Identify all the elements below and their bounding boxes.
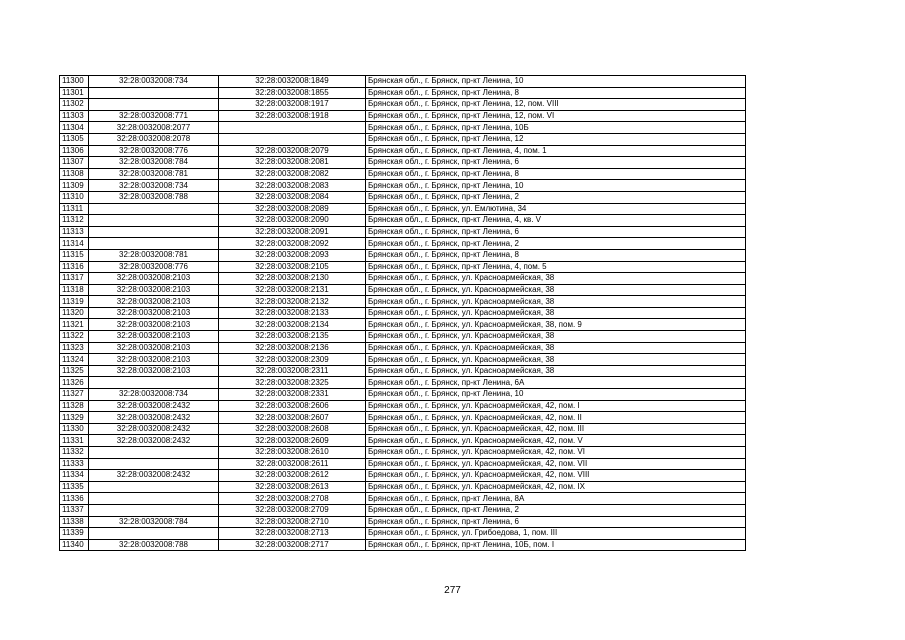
cadastral-number-cell: 32:28:0032008:2132 [219, 296, 366, 308]
row-number-cell: 11311 [60, 203, 89, 215]
address-cell: Брянская обл., г. Брянск, ул. Красноармейская, 42, пом. III [366, 423, 746, 435]
address-cell: Брянская обл., г. Брянск, пр-кт Ленина, 6 [366, 157, 746, 169]
row-number-cell: 11323 [60, 342, 89, 354]
parent-cadastral-number-cell: 32:28:0032008:2077 [89, 122, 219, 134]
address-cell: Брянская обл., г. Брянск, ул. Красноармейская, 38 [366, 273, 746, 285]
cadastral-number-cell: 32:28:0032008:2089 [219, 203, 366, 215]
table-row [60, 470, 746, 482]
table-row [60, 203, 746, 215]
table-row [60, 516, 746, 528]
table-row [60, 180, 746, 192]
cadastral-number-cell: 32:28:0032008:2134 [219, 319, 366, 331]
table-row [60, 528, 746, 540]
row-number-cell: 11332 [60, 447, 89, 459]
parent-cadastral-number-cell: 32:28:0032008:2103 [89, 284, 219, 296]
cadastral-number-cell: 32:28:0032008:2609 [219, 435, 366, 447]
cadastral-number-cell: 32:28:0032008:2084 [219, 191, 366, 203]
row-number-cell: 11331 [60, 435, 89, 447]
cadastral-number-cell: 32:28:0032008:2608 [219, 423, 366, 435]
parent-cadastral-number-cell: 32:28:0032008:788 [89, 191, 219, 203]
table-row [60, 87, 746, 99]
cadastral-number-cell: 32:28:0032008:2092 [219, 238, 366, 250]
address-cell: Брянская обл., г. Брянск, пр-кт Ленина, 8 [366, 87, 746, 99]
parent-cadastral-number-cell: 32:28:0032008:2432 [89, 423, 219, 435]
cadastral-number-cell: 32:28:0032008:2612 [219, 470, 366, 482]
row-number-cell: 11329 [60, 412, 89, 424]
address-cell: Брянская обл., г. Брянск, ул. Красноармейская, 42, пом. VIII [366, 470, 746, 482]
parent-cadastral-number-cell [89, 238, 219, 250]
parent-cadastral-number-cell [89, 99, 219, 111]
row-number-cell: 11316 [60, 261, 89, 273]
parent-cadastral-number-cell [89, 528, 219, 540]
cadastral-number-cell: 32:28:0032008:2105 [219, 261, 366, 273]
parent-cadastral-number-cell: 32:28:0032008:771 [89, 110, 219, 122]
cadastral-number-cell: 32:28:0032008:1918 [219, 110, 366, 122]
row-number-cell: 11336 [60, 493, 89, 505]
table-row [60, 481, 746, 493]
cadastral-number-cell: 32:28:0032008:2093 [219, 249, 366, 261]
table-row [60, 354, 746, 366]
row-number-cell: 11317 [60, 273, 89, 285]
row-number-cell: 11319 [60, 296, 89, 308]
address-cell: Брянская обл., г. Брянск, ул. Грибоедова, 1, пом. III [366, 528, 746, 540]
row-number-cell: 11335 [60, 481, 89, 493]
cadastral-number-cell: 32:28:0032008:2713 [219, 528, 366, 540]
row-number-cell: 11306 [60, 145, 89, 157]
table-row [60, 238, 746, 250]
table-row [60, 447, 746, 459]
table-row [60, 157, 746, 169]
cadastral-number-cell: 32:28:0032008:1849 [219, 76, 366, 88]
row-number-cell: 11309 [60, 180, 89, 192]
table-row [60, 122, 746, 134]
registry-table-body [60, 76, 746, 551]
row-number-cell: 11328 [60, 400, 89, 412]
table-row [60, 261, 746, 273]
address-cell: Брянская обл., г. Брянск, пр-кт Ленина, 2 [366, 191, 746, 203]
table-row [60, 319, 746, 331]
table-row [60, 99, 746, 111]
address-cell: Брянская обл., г. Брянск, ул. Красноармейская, 42, пом. VI [366, 447, 746, 459]
table-row [60, 284, 746, 296]
table-row [60, 133, 746, 145]
parent-cadastral-number-cell: 32:28:0032008:2103 [89, 307, 219, 319]
cadastral-number-cell [219, 122, 366, 134]
cadastral-number-cell: 32:28:0032008:2331 [219, 389, 366, 401]
address-cell: Брянская обл., г. Брянск, ул. Красноармейская, 42, пом. I [366, 400, 746, 412]
address-cell: Брянская обл., г. Брянск, пр-кт Ленина, 6А [366, 377, 746, 389]
parent-cadastral-number-cell: 32:28:0032008:734 [89, 76, 219, 88]
row-number-cell: 11315 [60, 249, 89, 261]
address-cell: Брянская обл., г. Брянск, пр-кт Ленина, 10 [366, 389, 746, 401]
row-number-cell: 11314 [60, 238, 89, 250]
cadastral-number-cell: 32:28:0032008:2611 [219, 458, 366, 470]
parent-cadastral-number-cell [89, 87, 219, 99]
address-cell: Брянская обл., г. Брянск, ул. Красноармейская, 38 [366, 296, 746, 308]
address-cell: Брянская обл., г. Брянск, ул. Красноармейская, 38 [366, 354, 746, 366]
cadastral-number-cell: 32:28:0032008:2709 [219, 504, 366, 516]
table-row [60, 539, 746, 551]
cadastral-number-cell: 32:28:0032008:2610 [219, 447, 366, 459]
parent-cadastral-number-cell: 32:28:0032008:2103 [89, 296, 219, 308]
cadastral-number-cell: 32:28:0032008:2606 [219, 400, 366, 412]
row-number-cell: 11310 [60, 191, 89, 203]
cadastral-number-cell: 32:28:0032008:2082 [219, 168, 366, 180]
address-cell: Брянская обл., г. Брянск, пр-кт Ленина, 4, кв. V [366, 215, 746, 227]
row-number-cell: 11338 [60, 516, 89, 528]
row-number-cell: 11320 [60, 307, 89, 319]
address-cell: Брянская обл., г. Брянск, ул. Красноармейская, 42, пом. IX [366, 481, 746, 493]
table-row [60, 273, 746, 285]
parent-cadastral-number-cell [89, 481, 219, 493]
parent-cadastral-number-cell: 32:28:0032008:776 [89, 145, 219, 157]
address-cell: Брянская обл., г. Брянск, пр-кт Ленина, 2 [366, 238, 746, 250]
cadastral-number-cell: 32:28:0032008:2710 [219, 516, 366, 528]
address-cell: Брянская обл., г. Брянск, ул. Красноармейская, 38 [366, 365, 746, 377]
parent-cadastral-number-cell: 32:28:0032008:2103 [89, 365, 219, 377]
table-row [60, 168, 746, 180]
cadastral-number-cell: 32:28:0032008:1917 [219, 99, 366, 111]
table-row [60, 215, 746, 227]
table-row [60, 342, 746, 354]
cadastral-number-cell: 32:28:0032008:2133 [219, 307, 366, 319]
parent-cadastral-number-cell: 32:28:0032008:788 [89, 539, 219, 551]
parent-cadastral-number-cell: 32:28:0032008:2103 [89, 331, 219, 343]
parent-cadastral-number-cell: 32:28:0032008:2432 [89, 435, 219, 447]
row-number-cell: 11307 [60, 157, 89, 169]
cadastral-number-cell: 32:28:0032008:2130 [219, 273, 366, 285]
address-cell: Брянская обл., г. Брянск, пр-кт Ленина, 2 [366, 504, 746, 516]
cadastral-number-cell: 32:28:0032008:2708 [219, 493, 366, 505]
parent-cadastral-number-cell [89, 226, 219, 238]
address-cell: Брянская обл., г. Брянск, ул. Красноармейская, 38 [366, 342, 746, 354]
cadastral-number-cell: 32:28:0032008:2083 [219, 180, 366, 192]
address-cell: Брянская обл., г. Брянск, ул. Емлютина, 34 [366, 203, 746, 215]
table-row [60, 423, 746, 435]
table-row [60, 365, 746, 377]
cadastral-number-cell: 32:28:0032008:2081 [219, 157, 366, 169]
parent-cadastral-number-cell [89, 493, 219, 505]
row-number-cell: 11337 [60, 504, 89, 516]
row-number-cell: 11325 [60, 365, 89, 377]
parent-cadastral-number-cell: 32:28:0032008:784 [89, 157, 219, 169]
address-cell: Брянская обл., г. Брянск, пр-кт Ленина, 10 [366, 180, 746, 192]
cadastral-number-cell: 32:28:0032008:2091 [219, 226, 366, 238]
cadastral-number-cell: 32:28:0032008:1855 [219, 87, 366, 99]
parent-cadastral-number-cell: 32:28:0032008:2103 [89, 273, 219, 285]
parent-cadastral-number-cell: 32:28:0032008:2078 [89, 133, 219, 145]
parent-cadastral-number-cell: 32:28:0032008:734 [89, 389, 219, 401]
cadastral-number-cell: 32:28:0032008:2136 [219, 342, 366, 354]
parent-cadastral-number-cell: 32:28:0032008:2103 [89, 342, 219, 354]
table-row [60, 412, 746, 424]
table-row [60, 400, 746, 412]
parent-cadastral-number-cell: 32:28:0032008:776 [89, 261, 219, 273]
row-number-cell: 11302 [60, 99, 89, 111]
address-cell: Брянская обл., г. Брянск, ул. Красноармейская, 38, пом. 9 [366, 319, 746, 331]
cadastral-number-cell: 32:28:0032008:2079 [219, 145, 366, 157]
parent-cadastral-number-cell: 32:28:0032008:2432 [89, 400, 219, 412]
address-cell: Брянская обл., г. Брянск, пр-кт Ленина, 12 [366, 133, 746, 145]
cadastral-number-cell: 32:28:0032008:2325 [219, 377, 366, 389]
address-cell: Брянская обл., г. Брянск, пр-кт Ленина, 4, пом. 1 [366, 145, 746, 157]
address-cell: Брянская обл., г. Брянск, ул. Красноармейская, 42, пом. VII [366, 458, 746, 470]
parent-cadastral-number-cell [89, 377, 219, 389]
address-cell: Брянская обл., г. Брянск, пр-кт Ленина, 10Б [366, 122, 746, 134]
address-cell: Брянская обл., г. Брянск, пр-кт Ленина, 12, пом. VI [366, 110, 746, 122]
row-number-cell: 11330 [60, 423, 89, 435]
address-cell: Брянская обл., г. Брянск, ул. Красноармейская, 42, пом. V [366, 435, 746, 447]
cadastral-number-cell: 32:28:0032008:2311 [219, 365, 366, 377]
table-row [60, 331, 746, 343]
row-number-cell: 11321 [60, 319, 89, 331]
row-number-cell: 11326 [60, 377, 89, 389]
parent-cadastral-number-cell [89, 203, 219, 215]
table-row [60, 110, 746, 122]
parent-cadastral-number-cell [89, 458, 219, 470]
parent-cadastral-number-cell [89, 215, 219, 227]
row-number-cell: 11334 [60, 470, 89, 482]
address-cell: Брянская обл., г. Брянск, пр-кт Ленина, 10Б, пом. I [366, 539, 746, 551]
cadastral-number-cell: 32:28:0032008:2309 [219, 354, 366, 366]
cadastral-number-cell: 32:28:0032008:2090 [219, 215, 366, 227]
table-row [60, 504, 746, 516]
parent-cadastral-number-cell: 32:28:0032008:2103 [89, 354, 219, 366]
table-row [60, 145, 746, 157]
address-cell: Брянская обл., г. Брянск, пр-кт Ленина, 6 [366, 226, 746, 238]
row-number-cell: 11339 [60, 528, 89, 540]
address-cell: Брянская обл., г. Брянск, пр-кт Ленина, 8 [366, 249, 746, 261]
parent-cadastral-number-cell [89, 447, 219, 459]
table-row [60, 307, 746, 319]
parent-cadastral-number-cell: 32:28:0032008:781 [89, 168, 219, 180]
address-cell: Брянская обл., г. Брянск, ул. Красноармейская, 38 [366, 284, 746, 296]
table-row [60, 226, 746, 238]
cadastral-number-cell: 32:28:0032008:2607 [219, 412, 366, 424]
address-cell: Брянская обл., г. Брянск, пр-кт Ленина, 8А [366, 493, 746, 505]
page-number: 277 [444, 585, 461, 596]
row-number-cell: 11333 [60, 458, 89, 470]
row-number-cell: 11312 [60, 215, 89, 227]
row-number-cell: 11340 [60, 539, 89, 551]
table-row [60, 493, 746, 505]
row-number-cell: 11300 [60, 76, 89, 88]
table-row [60, 296, 746, 308]
table-row [60, 389, 746, 401]
parent-cadastral-number-cell: 32:28:0032008:2432 [89, 470, 219, 482]
address-cell: Брянская обл., г. Брянск, пр-кт Ленина, 8 [366, 168, 746, 180]
parent-cadastral-number-cell: 32:28:0032008:2103 [89, 319, 219, 331]
row-number-cell: 11308 [60, 168, 89, 180]
parent-cadastral-number-cell: 32:28:0032008:734 [89, 180, 219, 192]
row-number-cell: 11327 [60, 389, 89, 401]
table-row [60, 249, 746, 261]
cadastral-number-cell: 32:28:0032008:2131 [219, 284, 366, 296]
address-cell: Брянская обл., г. Брянск, пр-кт Ленина, 6 [366, 516, 746, 528]
registry-table [59, 75, 746, 551]
cadastral-number-cell: 32:28:0032008:2135 [219, 331, 366, 343]
cadastral-number-cell: 32:28:0032008:2717 [219, 539, 366, 551]
parent-cadastral-number-cell: 32:28:0032008:2432 [89, 412, 219, 424]
table-row [60, 435, 746, 447]
cadastral-number-cell: 32:28:0032008:2613 [219, 481, 366, 493]
table-row [60, 76, 746, 88]
parent-cadastral-number-cell: 32:28:0032008:784 [89, 516, 219, 528]
row-number-cell: 11322 [60, 331, 89, 343]
row-number-cell: 11301 [60, 87, 89, 99]
cadastral-number-cell [219, 133, 366, 145]
row-number-cell: 11318 [60, 284, 89, 296]
table-row [60, 377, 746, 389]
address-cell: Брянская обл., г. Брянск, ул. Красноармейская, 42, пом. II [366, 412, 746, 424]
address-cell: Брянская обл., г. Брянск, пр-кт Ленина, 10 [366, 76, 746, 88]
address-cell: Брянская обл., г. Брянск, пр-кт Ленина, 4, пом. 5 [366, 261, 746, 273]
parent-cadastral-number-cell [89, 504, 219, 516]
row-number-cell: 11313 [60, 226, 89, 238]
address-cell: Брянская обл., г. Брянск, ул. Красноармейская, 38 [366, 331, 746, 343]
row-number-cell: 11304 [60, 122, 89, 134]
parent-cadastral-number-cell: 32:28:0032008:781 [89, 249, 219, 261]
address-cell: Брянская обл., г. Брянск, пр-кт Ленина, 12, пом. VIII [366, 99, 746, 111]
row-number-cell: 11303 [60, 110, 89, 122]
table-row [60, 458, 746, 470]
address-cell: Брянская обл., г. Брянск, ул. Красноармейская, 38 [366, 307, 746, 319]
row-number-cell: 11305 [60, 133, 89, 145]
row-number-cell: 11324 [60, 354, 89, 366]
table-row [60, 191, 746, 203]
